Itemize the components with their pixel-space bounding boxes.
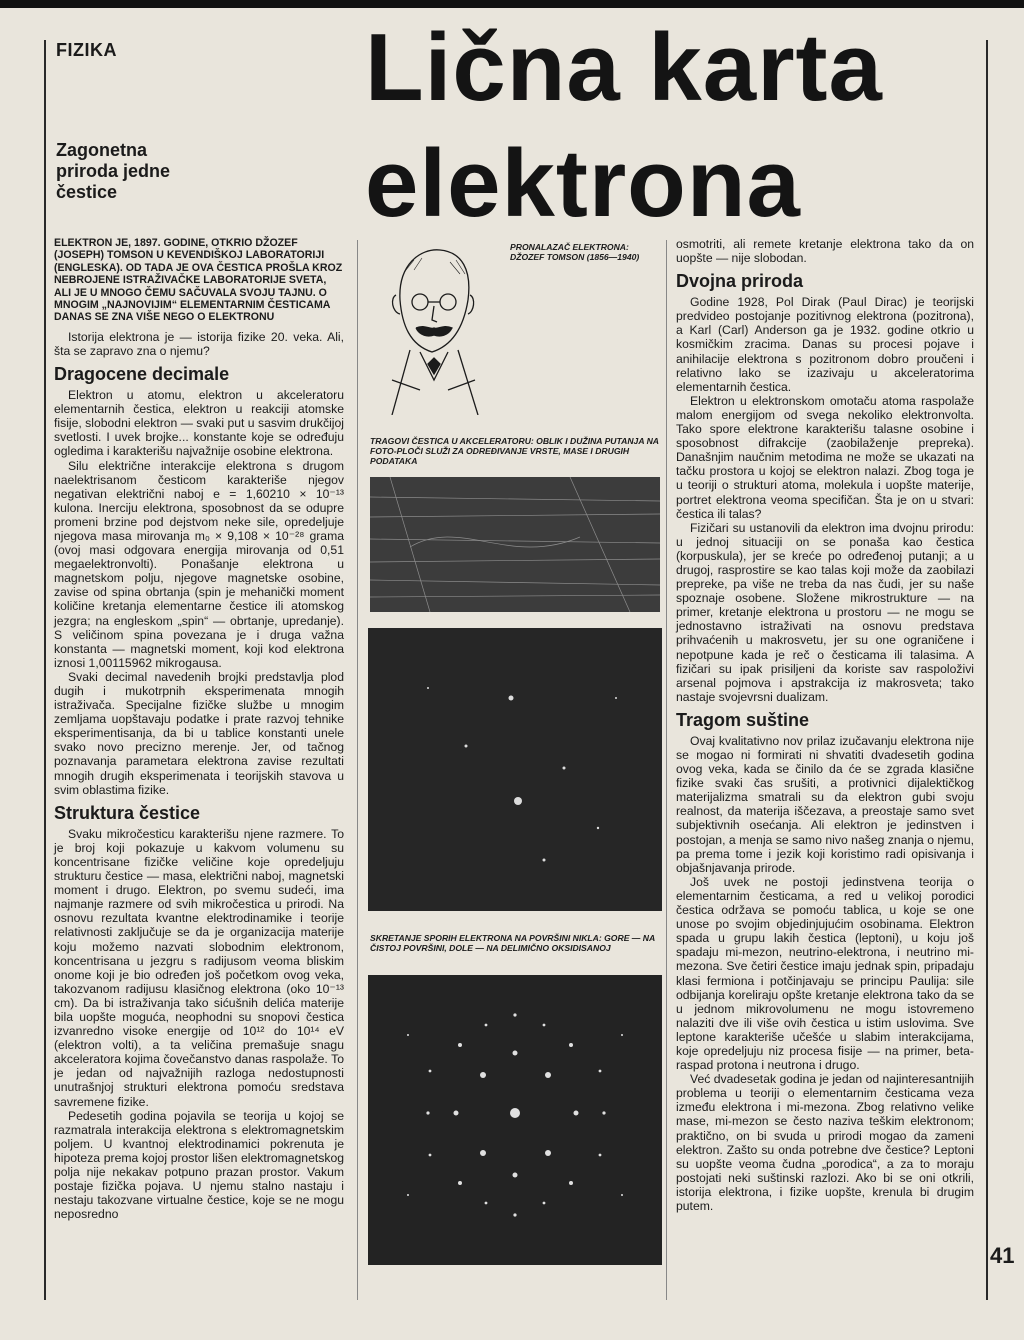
- paragraph: Već dvadesetak godina je jedan od najinteresantnijih problema u teoriji o elementarnim česticama veza između elektrona i mi-mezona. Zbog relativno velike mase, mi-mezon se često naziva teškim elektronom; praktično, on bi svuda u prirodi mogao da zameni elektron. Zašto su onda potrebne dve čestice? Leptoni su uopšte veoma čudna „porodica“, a za to moraju postojati neki suštinski razlozi. Ako bi se oni otkrili, istorija elektrona, i fizike uopšte, krenula bi drugim putem.: [676, 1072, 974, 1213]
- section-label: FIZIKA: [56, 40, 117, 60]
- paragraph: Elektron u elektronskom omotaču atoma raspolaže malom energijom od svega nekoliko elektronvolta. Tako spore elektrone karakterišu talasne osobine i sposobnost difrakcije (zaobilaženje prepreka). Današnjim naučnim metodima ne može se ukazati na tačku prostora u kojoj se elektron nalazi. Zbog toga je u teoriji o strukturi atoma, molekula i uopšte materije, portret elektrona veoma specifičan. Šta je on u stvari: čestica ili talas?: [676, 393, 974, 521]
- section-heading: Dragocene decimale: [54, 364, 230, 385]
- thomson-portrait: [370, 240, 495, 415]
- section-heading: Dvojna priroda: [676, 271, 804, 292]
- oxidized-surface-diffraction-photo: [368, 975, 662, 1265]
- section-heading: Struktura čestice: [54, 802, 201, 823]
- left-rule: [44, 40, 46, 1300]
- column-divider-2: [666, 240, 667, 1300]
- diffraction-photo-caption: SKRETANJE SPORIH ELEKTRONA NA POVRŠINI NIKLA: GORE — NA ČISTOJ POVRŠINI, DOLE — NA DELIMIČNO OKSIDISANOJ: [370, 933, 655, 953]
- diffraction-image-top: [368, 628, 662, 911]
- particle-tracks-photo: [370, 477, 660, 612]
- paragraph: Ovaj kvalitativno nov prilaz izučavanju elektrona nije se mogao ni formirati ni shvatiti dvadesetih godina ovog veka, kada se činilo da će se zgrada klasične fizike svaki čas srušiti, a protivnici dijalektičkog materijalizma smatrali su da elektron gubi svoju realnost, da materija iščezava, a preostaje samo svet subjektivnih osećanja. Ali elektron je jedinstven i postojan, a menja se samo nivo našeg znanja o njemu, pa prema tome i jezik koji koristimo radi opisivanja i objašnjavanja prirode.: [676, 733, 974, 875]
- paragraph: Godine 1928, Pol Dirak (Paul Dirac) je teorijski predvideo postojanje pozitivnog elektrona (pozitrona), a Karl (Carl) Anderson ga je 1932. godine otkrio u kosmičkim zracima. Danas su procesi pojave i anihilacije elektrona s pozitronom dobro proučeni i relativno lako se izazivaju u akceleratorima elementarnih čestica.: [676, 295, 974, 394]
- title-line-1: Lična karta: [365, 14, 883, 121]
- tracks-photo-caption: TRAGOVI ČESTICA U AKCELERATORU: OBLIK I DUŽINA PUTANJA NA FOTO-PLOČI SLUŽI ZA ODREĐIVANJE VRSTE, MASE I DRUGIH PODATAKA: [370, 436, 659, 466]
- paragraph: Svaku mikročesticu karakterišu njene razmere. To je broj koji pokazuje u kakvom volumenu su koncentrisane fizičke veličine koje opredeljuju strukturu čestice — masa, električni naboj, magnetski moment i drugo. Elektron, po svemu sudeći, ima najmanje razmere od svih mikročestica u prirodi. Na osnovu rezultata kvantne elektrodinamike i teorije relativnosti zaključuje se da je organizacija materije koju možemo nazvati slobodnim elektronom, koncentrisana u jezgru s radijusom veoma bliskim onome koji je bio određen još početkom ovog veka, takozvanom radijusu klasičnog elektrona (oko 10⁻¹³ cm). Da bi istraživanja tako sićušnih delića materije bila uopšte moguća, neophodni su snopovi čestica izvanredno visoke energije od 10¹² do 10¹⁴ eV (elektron volti), a ta veličina premašuje snagu akceleratora kojima čovečanstvo danas raspolaže. To je jedan od najvažnijih razloga nedostupnosti unutrašnjoj strukturi elektrona pomoću sredstava savremene fizike.: [54, 826, 344, 1109]
- article-subtitle: Zagonetna priroda jedne čestice: [56, 140, 171, 202]
- particle-tracks-image: [370, 477, 660, 612]
- section-heading: Tragom suštine: [676, 709, 810, 730]
- page-number: 41: [990, 1243, 1015, 1268]
- clean-surface-diffraction-photo: [368, 628, 662, 911]
- paragraph: Istorija elektrona je — istorija fizike 20. veka. Ali, šta se zapravo zna o njemu?: [54, 329, 344, 358]
- article-column-left: [54, 237, 344, 1221]
- article-lead: ELEKTRON JE, 1897. GODINE, OTKRIO DŽOZEF (JOSEPH) TOMSON U KEVENDIŠKOJ LABORATORIJI (ENGLESKA). OD TADA JE OVA ČESTICA PROŠLA KROZ NEBROJENE ISTRAŽIVAČKE LABORATORIJE SVETA, ALI JE U MNOGO ČEMU SAČUVALA SVOJU TAJNU. O MNOGIM „NAJNOVIJIM“ ELEMENTARNIM ČESTICAMA DANAS SE ZNA VIŠE NEGO O ELEKTRONU: [54, 237, 343, 324]
- right-rule: [986, 40, 988, 1300]
- article-column-right: [676, 237, 974, 1213]
- paragraph: Još uvek ne postoji jedinstvena teorija o elementarnim česticama, a red u velikoj porodici čestica održava se pomoću tablica, u koje se one unose po svojim objedinjujućim osobinama. Elektron spada u grupu lakih čestica (leptoni), u koju još spadaju mi-mezon, neutrino-elektrona, i neutrino mi-mezona. Sve četiri čestice imaju jednak spin, pripadaju klasi fermiona i potčinjavaju se principu Paulija: sile odbijanja koreliraju opšte kretanje elektrona tako da se u jednom mikrovolumenu ne mogu istovremeno nalaziti dve ili više ovih čestica u istim uslovima. Sve leptone karakteriše učešće u slabim interakcijama, koje opredeljuju niz procesa fisije — na primer, beta-raspad protona i neutrona i drugo.: [676, 874, 974, 1073]
- portrait-caption: PRONALAZAČ ELEKTRONA: DŽOZEF TOMSON (1856—1940): [510, 242, 640, 262]
- paragraph: Pedesetih godina pojavila se teorija u kojoj se razmatrala interakcija elektrona s elektromagnetskim poljem. U kvantnoj elektrodinamici pokrenuta je hipoteza prema kojoj prostor lišen elektromagnetskog polja nije nekakav potpuno prazan prostor. Vakum postaje fizička pojava. U njemu stalno nastaju i nestaju takozvane virtualne čestice, koje se ne mogu neposredno: [54, 1108, 344, 1222]
- title-line-2: elektrona: [365, 130, 801, 237]
- paragraph: Svaki decimal navedenih brojki predstavlja plod dugih i mukotrpnih eksperimenata mnogih istraživača. Specijalne fizičke službe u mnogim zemljama uopštavaju podatke i prate razvoj tehnike eksperimentisanja, da bi u tablice konstanti unele svako novo precizno merenje. Jer, od tačnog poznavanja parametara elektrona zavise rezultati mnogih drugih eksperimenata i teorijskih stavova u svim oblastima fizike.: [54, 669, 344, 797]
- top-border: [0, 0, 1024, 8]
- column-divider-1: [357, 240, 358, 1300]
- diffraction-image-bottom: [368, 975, 662, 1265]
- paragraph: Silu električne interakcije elektrona s drugom naelektrisanom česticom karakteriše njegov negativan električni naboj e = 1,60210 × 10⁻¹³ kulona. Inerciju elektrona, sposobnost da se odupre promeni brzine pod dejstvom neke sile, opredeljuje njegova masa mirovanja m₀ × 9,108 × 10⁻²⁸ grama (ovoj masi odgovara energija mirovanja od 0,51 megaelektronvolti). Ponašanje elektrona u magnetskom polju, njegove magnetske osobine, zavise od spina obrtanja (spin je mehanički moment količine kretanja elementarne čestice ili atomskog jezgra; na engleskom „spin“ — obrtanje, upredanje). S veličinom spina povezana je i druga važna konstanta — magnetski moment, koji kod elektrona iznosi 1,00115962 mikrogausa.: [54, 458, 344, 670]
- paragraph: Fizičari su ustanovili da elektron ima dvojnu prirodu: u jednoj situaciji on se ponaša kao čestica (korpuskula), jer se kreće po određenoj putanji; a u drugoj, rasprostire se kao talas koji može da zaobilazi prepreke, pa više ne treba da nas čudi, jer su naše spoznaje osobene. Složene mikrostrukture — na primer, kretanje elektrona u prostoru — ne mogu se jednostavno istraživati na osnovu predstava prihvaćenih u makrosvetu, jer su one ograničene i nepotpune kada je reč o česticama ili talasima. A fizičari su ipak prisiljeni da koriste sav raspoloživi arsenal pojmova i apstrakcija iz makrosveta; tako nastaje svojevrsni dualizam.: [676, 520, 974, 704]
- paragraph: osmotriti, ali remete kretanje elektrona tako da on uopšte — nije slobodan.: [676, 237, 974, 266]
- paragraph: Elektron u atomu, elektron u akceleratoru elementarnih čestica, elektron u reakciji atomske fisije, slobodni elektron — svaki put u sasvim drukčijoj svetlosti. I uvek brojke... konstante koje se određuju ogledima i karakterišu najvažnije osobine elektrona.: [54, 388, 344, 459]
